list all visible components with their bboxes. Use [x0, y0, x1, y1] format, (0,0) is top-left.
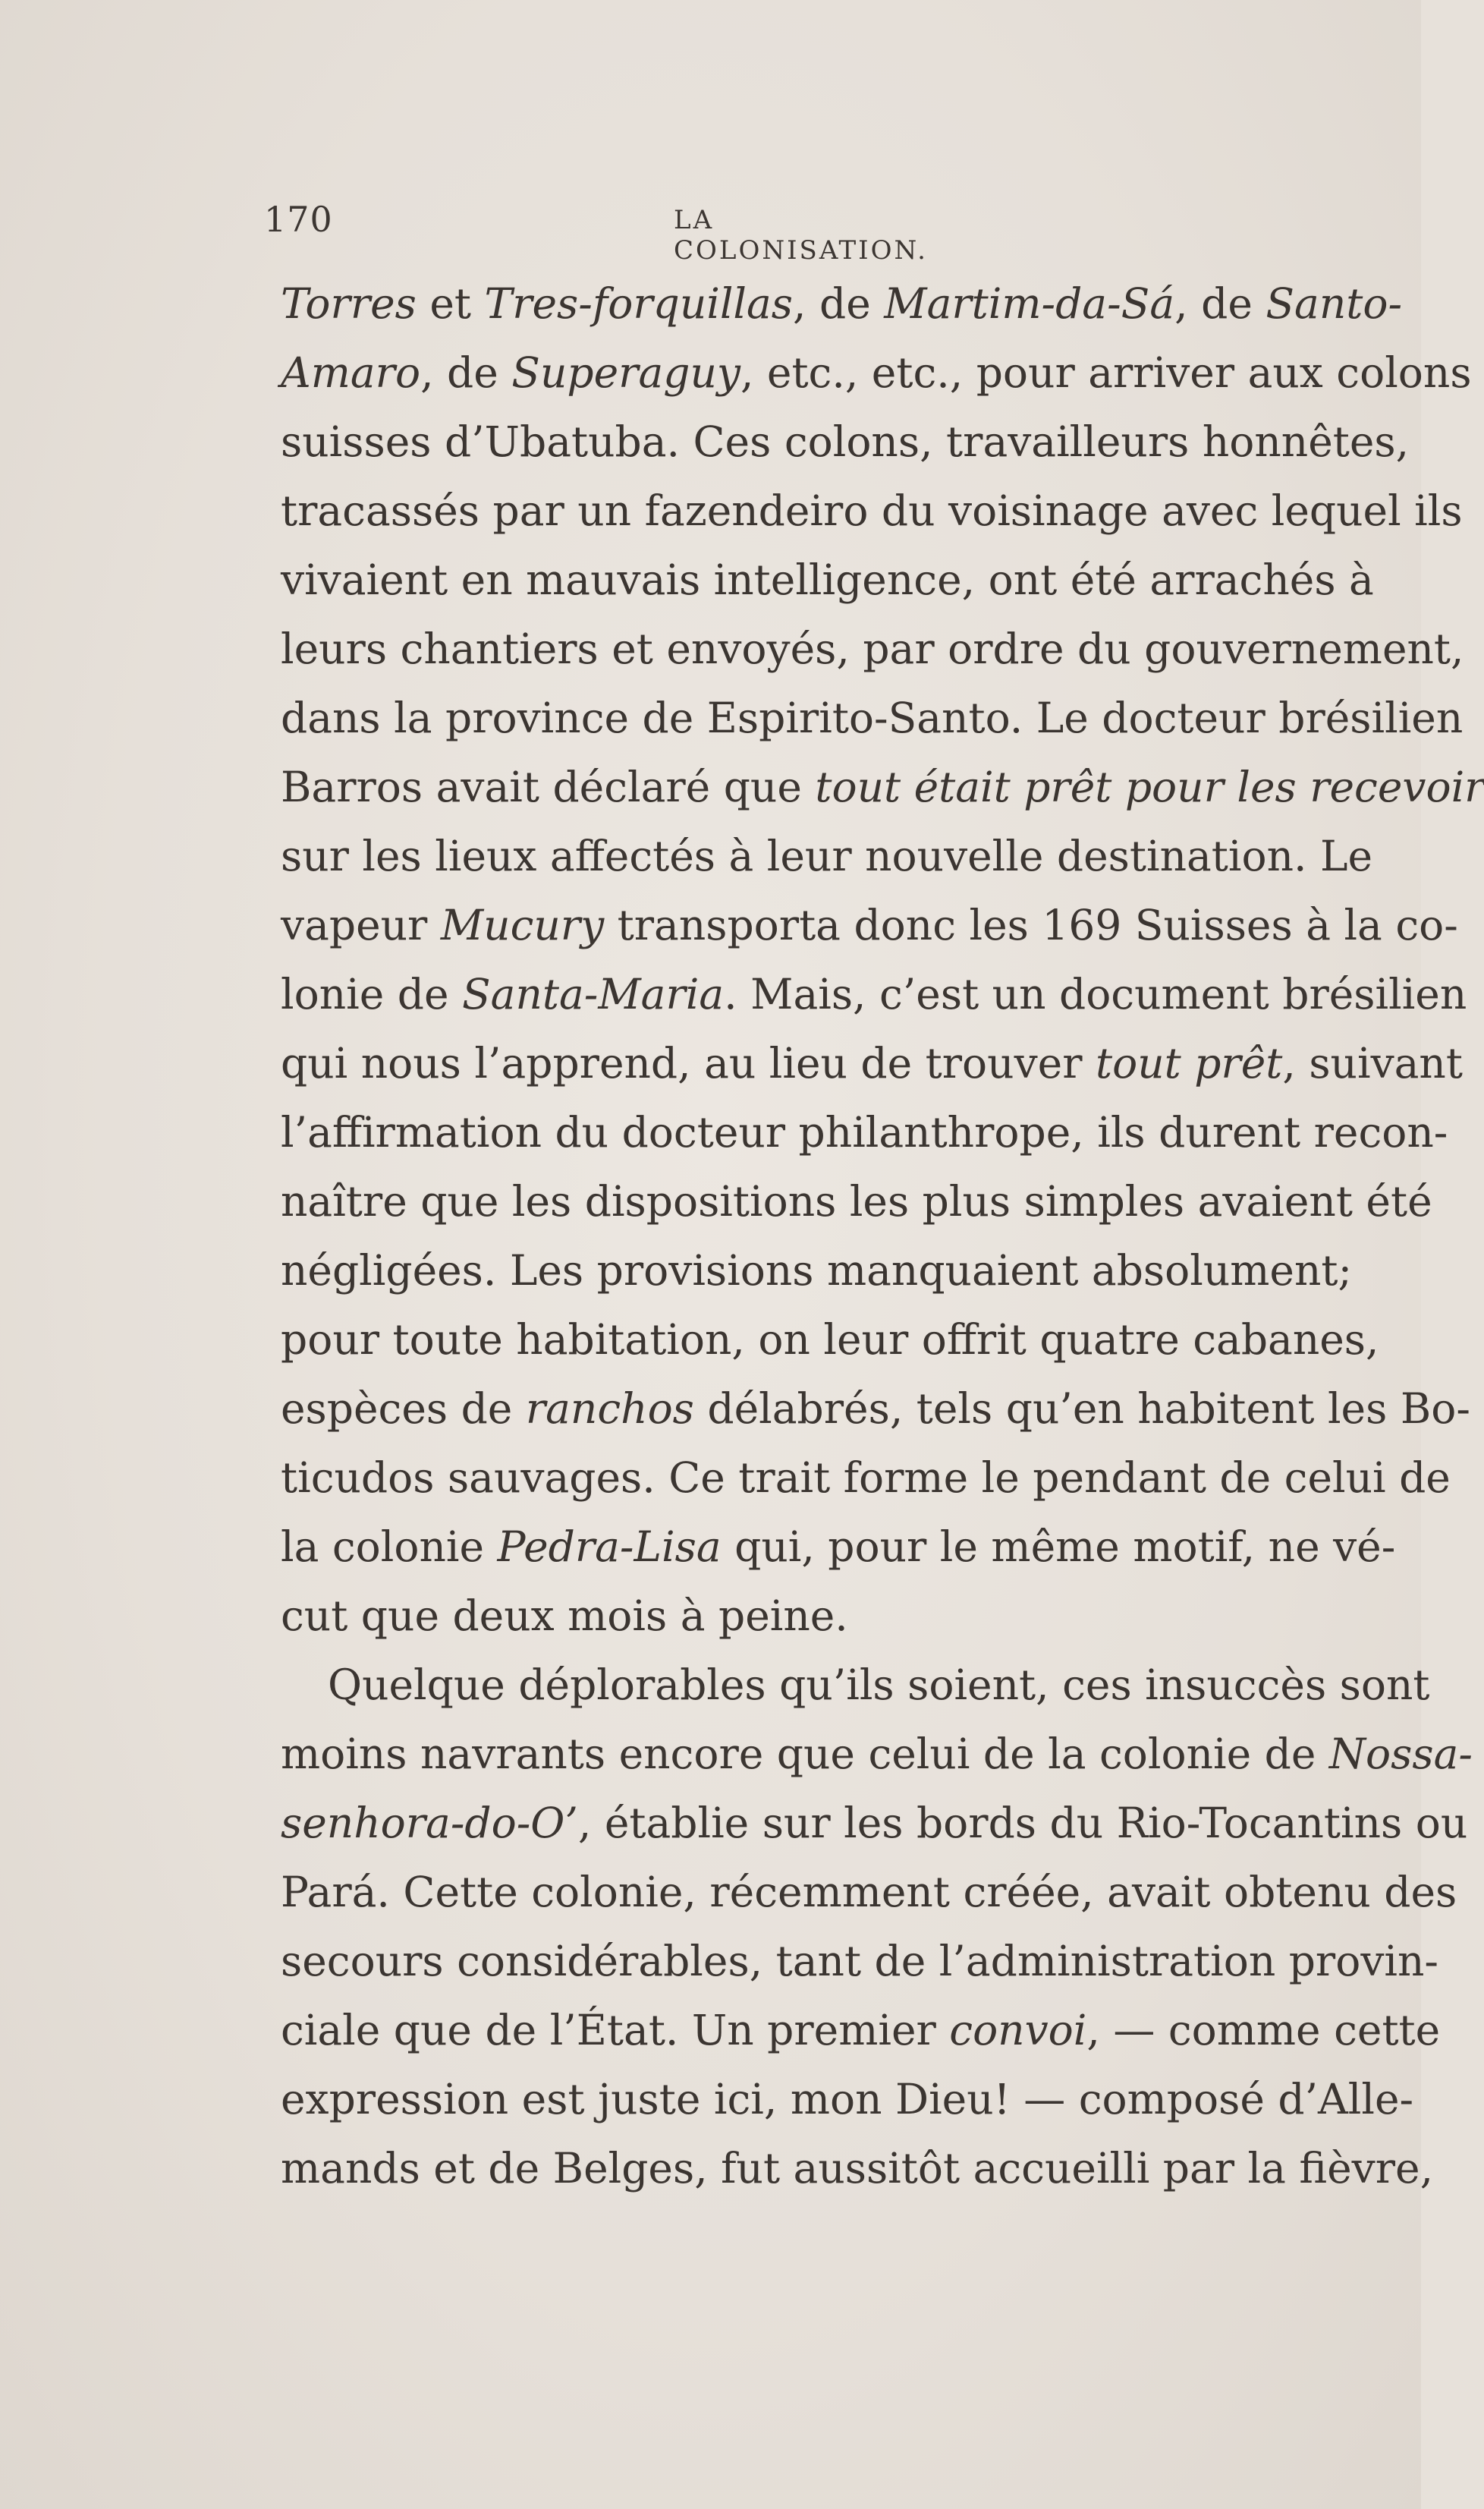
text-run: Barros avait déclaré que — [281, 763, 816, 811]
text-run: , — comme cette — [1086, 2006, 1441, 2054]
text-line — [281, 269, 1403, 338]
text-line — [281, 477, 1463, 546]
text-run: Quelque déplorables qu’ils soient, ces insuccès sont — [328, 1661, 1430, 1709]
italic-run: Martim-da-Sá — [884, 279, 1175, 328]
text-run: , de — [420, 348, 512, 397]
italic-run: Torres — [281, 279, 417, 328]
text-run: et — [416, 279, 485, 328]
text-run: qui, pour le même motif, ne vé- — [721, 1522, 1396, 1571]
text-line — [281, 546, 1374, 615]
text-line — [281, 2065, 1414, 2134]
text-line — [281, 338, 1472, 408]
italic-run: Tres-forquillas — [484, 279, 794, 328]
running-head — [264, 199, 962, 266]
text-line — [281, 1582, 1344, 1651]
text-run: vapeur — [281, 901, 441, 949]
text-line — [281, 615, 1464, 684]
text-run: ticudos sauvages. Ce trait forme le pendant de celui de — [281, 1453, 1451, 1502]
italic-run: tout prêt — [1095, 1039, 1283, 1088]
italic-run: Superaguy — [511, 348, 740, 397]
text-run: suisses d’Ubatuba. Ces colons, travailleurs honnêtes, — [281, 417, 1410, 466]
text-line — [281, 891, 1458, 960]
text-run: mands et de Belges, fut aussitôt accueilli par la fièvre, — [281, 2144, 1434, 2193]
text-run: , suivant — [1282, 1039, 1463, 1088]
italic-run: Mucury — [440, 901, 605, 949]
text-line — [281, 1029, 1463, 1098]
text-line — [281, 2134, 1434, 2203]
text-run: qui nous l’apprend, au lieu de trouver — [281, 1039, 1096, 1088]
text-line — [281, 960, 1467, 1029]
italic-run: Amaro — [281, 348, 421, 397]
text-run: sur les lieux affectés à leur nouvelle destination. Le — [281, 832, 1373, 880]
text-line — [281, 1443, 1451, 1513]
running-title: LA COLONISATION. — [674, 205, 928, 266]
text-run: ciale que de l’État. Un premier — [281, 2006, 950, 2054]
text-run: lonie de — [281, 970, 462, 1018]
text-line — [281, 1513, 1396, 1582]
text-run: , établie sur les bords du Rio-Tocantins ou — [577, 1799, 1468, 1847]
text-line — [281, 1996, 1441, 2065]
text-run: , de — [1174, 279, 1266, 328]
text-run: la colonie — [281, 1522, 498, 1571]
text-run: dans la province de Espirito-Santo. Le docteur brésilien — [281, 694, 1464, 742]
italic-run: ranchos — [525, 1384, 694, 1433]
text-run: , etc., etc., pour arriver aux colons — [740, 348, 1472, 397]
page-number: 170 — [264, 199, 333, 240]
text-line — [281, 1374, 1470, 1443]
text-line — [281, 753, 1484, 822]
text-line — [281, 822, 1373, 891]
italic-run: Santa-Maria — [462, 970, 725, 1018]
italic-run: convoi — [949, 2006, 1087, 2054]
text-run: transporta donc les 169 Suisses à la co- — [604, 901, 1458, 949]
text-line — [281, 1651, 1430, 1720]
text-run: vivaient en mauvais intelligence, ont été arrachés à — [281, 556, 1374, 604]
text-line — [281, 1098, 1448, 1167]
text-run: , de — [793, 279, 885, 328]
text-line — [281, 1305, 1379, 1374]
italic-run: Pedra-Lisa — [497, 1522, 722, 1571]
text-line — [281, 1789, 1468, 1858]
text-line — [281, 1236, 1353, 1305]
italic-run: tout était prêt pour les recevoir — [815, 763, 1484, 811]
text-line — [281, 1720, 1473, 1789]
text-run: naître que les dispositions les plus simples avaient été — [281, 1177, 1432, 1226]
text-run: leurs chantiers et envoyés, par ordre du gouvernement, — [281, 625, 1464, 673]
text-run: secours considérables, tant de l’administration provin- — [281, 1937, 1439, 1985]
text-run: délabrés, tels qu’en habitent les Bo- — [693, 1384, 1470, 1433]
text-run: cut que deux mois à peine. — [281, 1591, 848, 1640]
text-line — [281, 1858, 1457, 1927]
text-line — [281, 1167, 1432, 1236]
text-run: . Mais, c’est un document brésilien — [724, 970, 1467, 1018]
text-run: pour toute habitation, on leur offrit quatre cabanes, — [281, 1315, 1379, 1364]
italic-run: senhora-do-O’ — [281, 1799, 578, 1847]
text-line — [281, 1927, 1439, 1996]
text-run: moins navrants encore que celui de la colonie de — [281, 1730, 1329, 1778]
body-text — [281, 269, 1484, 2203]
text-line — [281, 408, 1410, 477]
text-run: tracassés par un fazendeiro du voisinage avec lequel ils — [281, 486, 1463, 535]
text-run: Pará. Cette colonie, récemment créée, avait obtenu des — [281, 1868, 1457, 1916]
italic-run: Santo- — [1265, 279, 1403, 328]
text-line — [281, 684, 1464, 753]
text-run: négligées. Les provisions manquaient absolument; — [281, 1246, 1353, 1295]
text-run: l’affirmation du docteur philanthrope, ils durent recon- — [281, 1108, 1448, 1157]
italic-run: Nossa- — [1328, 1730, 1473, 1778]
text-run: espèces de — [281, 1384, 526, 1433]
text-run: expression est juste ici, mon Dieu! — composé d’Alle- — [281, 2075, 1414, 2123]
